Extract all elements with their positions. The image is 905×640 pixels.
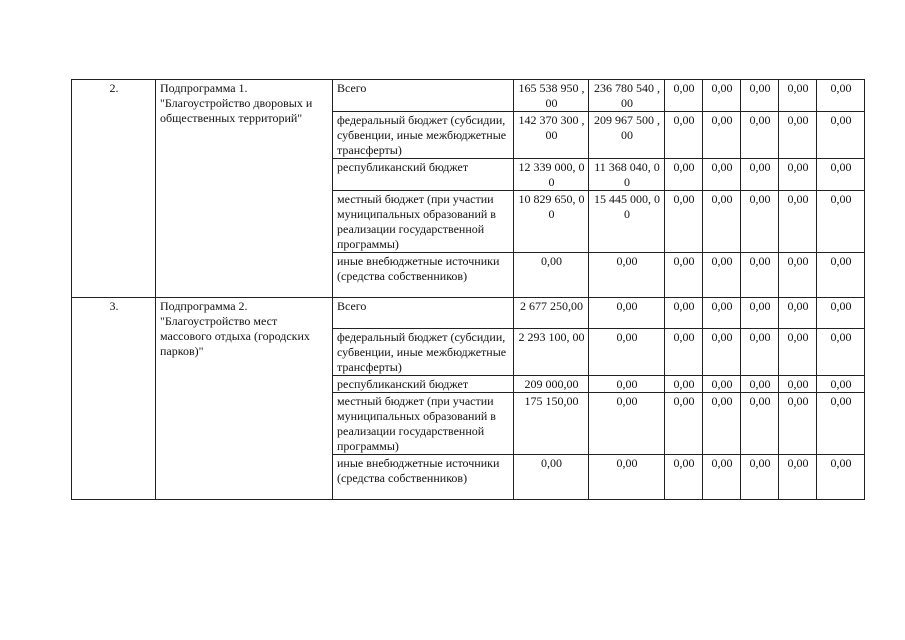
value-cell: 0,00 [741, 393, 779, 455]
value-cell: 0,00 [665, 159, 703, 191]
budget-table [71, 79, 865, 500]
value-cell: 0,00 [665, 80, 703, 112]
funding-source: Всего [333, 298, 514, 329]
value-cell: 0,00 [817, 159, 865, 191]
funding-source: иные внебюджетные источники (средства собственников) [333, 455, 514, 500]
funding-source: местный бюджет (при участии муниципальных образований в реализации государственной программы) [333, 393, 514, 455]
value-cell: 0,00 [665, 112, 703, 159]
value-cell: 0,00 [589, 376, 665, 393]
value-cell: 0,00 [779, 376, 817, 393]
row-number: 2. [72, 80, 156, 298]
value-cell: 10 829 650, 00 [514, 191, 589, 253]
value-cell: 0,00 [703, 376, 741, 393]
value-cell: 0,00 [779, 298, 817, 329]
value-cell: 2 677 250,00 [514, 298, 589, 329]
value-cell: 0,00 [817, 253, 865, 298]
value-cell: 15 445 000, 00 [589, 191, 665, 253]
value-cell: 12 339 000, 00 [514, 159, 589, 191]
table-row [72, 80, 865, 112]
value-cell: 0,00 [665, 298, 703, 329]
value-cell: 0,00 [779, 191, 817, 253]
value-cell: 0,00 [703, 329, 741, 376]
value-cell: 0,00 [741, 329, 779, 376]
value-cell: 0,00 [589, 298, 665, 329]
value-cell: 0,00 [703, 159, 741, 191]
funding-source: федеральный бюджет (субсидии, субвенции, иные межбюджетные трансферты) [333, 329, 514, 376]
value-cell: 236 780 540 ,00 [589, 80, 665, 112]
value-cell: 0,00 [514, 455, 589, 500]
subprogram-title: Подпрограмма 1. "Благоустройство дворовых и общественных территорий" [156, 80, 333, 298]
funding-source: республиканский бюджет [333, 159, 514, 191]
value-cell: 0,00 [779, 455, 817, 500]
value-cell: 0,00 [703, 393, 741, 455]
funding-source: федеральный бюджет (субсидии, субвенции, иные межбюджетные трансферты) [333, 112, 514, 159]
value-cell: 0,00 [741, 80, 779, 112]
value-cell: 0,00 [741, 455, 779, 500]
value-cell: 0,00 [817, 455, 865, 500]
value-cell: 0,00 [703, 80, 741, 112]
value-cell: 0,00 [703, 455, 741, 500]
table-row [72, 298, 865, 329]
value-cell: 0,00 [703, 253, 741, 298]
value-cell: 0,00 [741, 298, 779, 329]
value-cell: 0,00 [589, 253, 665, 298]
value-cell: 175 150,00 [514, 393, 589, 455]
value-cell: 0,00 [817, 376, 865, 393]
value-cell: 0,00 [817, 329, 865, 376]
value-cell: 0,00 [741, 253, 779, 298]
value-cell: 0,00 [665, 376, 703, 393]
value-cell: 0,00 [665, 191, 703, 253]
value-cell: 0,00 [589, 393, 665, 455]
value-cell: 0,00 [703, 298, 741, 329]
value-cell: 0,00 [817, 191, 865, 253]
value-cell: 0,00 [665, 393, 703, 455]
funding-source: республиканский бюджет [333, 376, 514, 393]
value-cell: 0,00 [589, 455, 665, 500]
value-cell: 0,00 [779, 112, 817, 159]
value-cell: 0,00 [817, 80, 865, 112]
subprogram-title: Подпрограмма 2. "Благоустройство мест массового отдыха (городских парков)" [156, 298, 333, 500]
value-cell: 0,00 [779, 393, 817, 455]
funding-source: Всего [333, 80, 514, 112]
value-cell: 2 293 100, 00 [514, 329, 589, 376]
value-cell: 0,00 [817, 112, 865, 159]
value-cell: 209 967 500 ,00 [589, 112, 665, 159]
value-cell: 0,00 [741, 112, 779, 159]
value-cell: 0,00 [589, 329, 665, 376]
value-cell: 0,00 [779, 80, 817, 112]
funding-source: иные внебюджетные источники (средства собственников) [333, 253, 514, 298]
value-cell: 0,00 [703, 191, 741, 253]
value-cell: 0,00 [665, 253, 703, 298]
value-cell: 0,00 [665, 455, 703, 500]
value-cell: 0,00 [817, 393, 865, 455]
value-cell: 0,00 [741, 159, 779, 191]
value-cell: 0,00 [514, 253, 589, 298]
value-cell: 0,00 [703, 112, 741, 159]
value-cell: 209 000,00 [514, 376, 589, 393]
value-cell: 165 538 950 ,00 [514, 80, 589, 112]
value-cell: 142 370 300 ,00 [514, 112, 589, 159]
funding-source: местный бюджет (при участии муниципальных образований в реализации государственной программы) [333, 191, 514, 253]
value-cell: 0,00 [665, 329, 703, 376]
value-cell: 11 368 040, 00 [589, 159, 665, 191]
value-cell: 0,00 [779, 159, 817, 191]
value-cell: 0,00 [779, 253, 817, 298]
value-cell: 0,00 [741, 376, 779, 393]
value-cell: 0,00 [817, 298, 865, 329]
value-cell: 0,00 [779, 329, 817, 376]
value-cell: 0,00 [741, 191, 779, 253]
row-number: 3. [72, 298, 156, 500]
